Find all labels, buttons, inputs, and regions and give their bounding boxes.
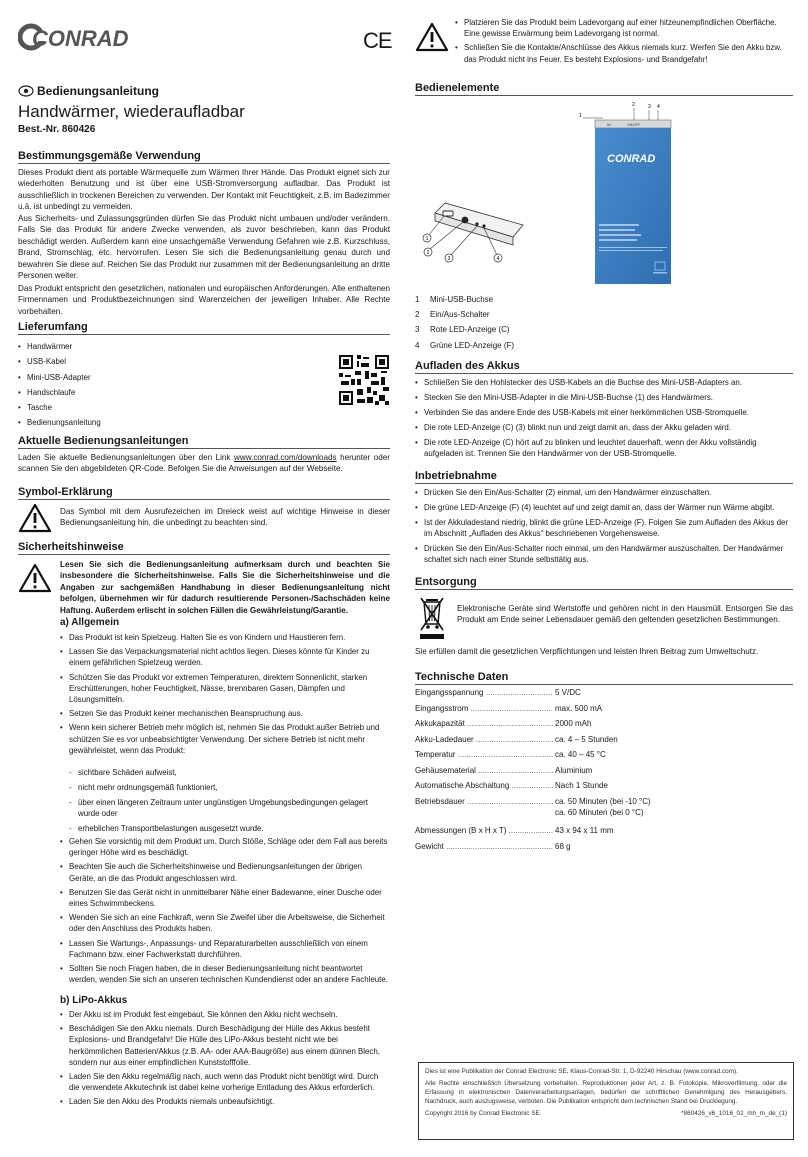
safety-intro: Lesen Sie sich die Bedienungsanleitung aufmerksam durch und beachten Sie insbesondere die Sicherheitshinweise. Falls Sie die Sicherheitshinweise und die Angaben zur sachgemäßen Handhabung in dieser Bedienungsanleitung nicht befolgen, übernehmen wir für dadurch resultierende Personen-/Sachschäden keine Haftung. Außerdem erlischt in solchen Fällen die Gewährleistung/Garantie. bbox=[60, 560, 390, 615]
svg-text:1: 1 bbox=[425, 236, 429, 242]
page-title: Handwärmer, wiederaufladbar bbox=[18, 102, 245, 121]
scope-heading: Lieferumfang bbox=[18, 321, 390, 335]
legend-row bbox=[415, 338, 514, 353]
svg-text:1: 1 bbox=[579, 113, 582, 119]
lipo-list bbox=[60, 1009, 390, 1108]
list-item: • Die grüne LED-Anzeige (F) (4) leuchtet auf und zeigt damit an, dass der Wärmer nun Wärme abgibt. bbox=[415, 502, 793, 513]
tech-label: Gewicht ..... bbox=[415, 842, 553, 852]
general-list bbox=[60, 632, 390, 756]
tech-label: Akku-Ladedauer ..... bbox=[415, 735, 553, 745]
disposal-text: Elektronische Geräte sind Wertstoffe und gehören nicht in den Hausmüll. Entsorgen Sie das Produkt am Ende seiner Lebensdauer gemäß den geltenden gesetzlichen Bestimmungen. bbox=[457, 604, 793, 625]
svg-text:3: 3 bbox=[648, 104, 651, 110]
list-item: • Bedienungsanleitung bbox=[18, 415, 218, 430]
tech-heading: Technische Daten bbox=[415, 671, 793, 685]
doc-code: *860426_v6_1016_02_mh_m_de_(1) bbox=[681, 1110, 787, 1117]
legend-number: 3 bbox=[415, 325, 420, 335]
svg-text:ON/OFF: ON/OFF bbox=[627, 123, 641, 127]
list-item: - nicht mehr ordnungsgemäß funktioniert, bbox=[69, 782, 390, 793]
order-number: Best.-Nr. 860426 bbox=[18, 124, 96, 135]
list-item: - über einen längeren Zeitraum unter ungünstigen Umgebungsbedingungen gelagert wurde oder bbox=[69, 797, 390, 819]
legend-number: 4 bbox=[415, 340, 420, 350]
tech-value: 2000 mAh bbox=[555, 719, 592, 728]
device-front-illustration bbox=[575, 100, 795, 286]
lipo-heading: b) LiPo-Akkus bbox=[60, 995, 128, 1006]
list-item: • Stecken Sie den Mini-USB-Adapter in die Mini-USB-Buchse (1) des Handwärmers. bbox=[415, 392, 793, 403]
legend-number: 2 bbox=[415, 310, 420, 320]
svg-text:3: 3 bbox=[447, 256, 451, 262]
legend-label: Mini-USB-Buchse bbox=[430, 295, 494, 304]
ce-mark: CE bbox=[363, 28, 392, 53]
list-item: - erheblichen Transportbelastungen ausgesetzt wurde. bbox=[69, 823, 390, 834]
safety-continued-list bbox=[455, 17, 793, 65]
disposal-note: Sie erfüllen damit die gesetzlichen Verpflichtungen und leisten Ihren Beitrag zum Umweltschutz. bbox=[415, 647, 759, 656]
list-item: • Benutzen Sie das Gerät nicht in unmittelbarer Nähe einer Badewanne, einer Dusche oder eines Schwimmbeckens. bbox=[60, 887, 390, 909]
tech-label bbox=[415, 808, 553, 818]
tech-label: Abmessungen (B x H x T) ..... bbox=[415, 826, 553, 836]
list-item: • Mini-USB-Adapter bbox=[18, 370, 218, 385]
warning-triangle-icon bbox=[415, 22, 449, 57]
list-item: • Schließen Sie den Hohlstecker des USB-Kabels an die Buchse des Mini-USB-Adapters an. bbox=[415, 377, 793, 388]
symbol-text: Das Symbol mit dem Ausrufezeichen im Dreieck weist auf wichtige Hinweise in dieser Bedienungsanleitung hin, die unbedingt zu beachten sind. bbox=[60, 507, 390, 528]
device-side-illustration bbox=[417, 185, 527, 263]
operation-list bbox=[415, 487, 793, 565]
list-item: • Ist der Akkuladestand niedrig, blinkt die grüne LED-Anzeige (F). Folgen Sie zum Aufladen des Akkus der im Abschnitt „Aufladen des Akkus“ beschriebenen Vorgehensweise. bbox=[415, 517, 793, 539]
table-row bbox=[415, 826, 614, 836]
downloads-link[interactable]: www.conrad.com/downloads bbox=[234, 453, 337, 462]
imprint-box bbox=[418, 1062, 794, 1140]
section-label bbox=[18, 84, 159, 98]
list-item: • Gehen Sie vorsichtig mit dem Produkt um. Durch Stöße, Schläge oder dem Fall aus bereits geringer Höhe wird es beschädigt. bbox=[60, 836, 390, 858]
qr-code[interactable] bbox=[339, 355, 389, 405]
charging-list bbox=[415, 377, 793, 459]
tech-value: Aluminium bbox=[555, 765, 593, 775]
svg-text:CONRAD: CONRAD bbox=[607, 153, 656, 165]
list-item: • Die rote LED-Anzeige (C) (3) blinkt nun und zeigt damit an, dass der Akku geladen wird. bbox=[415, 422, 793, 433]
list-item: • Handschlaufe bbox=[18, 385, 218, 400]
table-row bbox=[415, 719, 591, 729]
tech-label: Betriebsdauer ..... bbox=[415, 797, 553, 807]
tech-label: Gehäusematerial ..... bbox=[415, 766, 553, 776]
controls-legend bbox=[415, 292, 514, 353]
tech-value: ca. 50 Minuten (bei -10 °C) bbox=[555, 796, 651, 806]
intended-use-p2: Aus Sicherheits- und Zulassungsgründen dürfen Sie das Produkt nicht umbauen und/oder verändern. Falls Sie das Produkt für andere Zwecke verwenden, als zuvor beschrieben, kann das Produkt beschädigt werden. Außerdem kann eine unsachgemäße Verwendung Gefahren wie z.B. Kurzschluss, Brand, Stromschlag, etc. hervorrufen. Lesen Sie sich die Bedienungsanleitung genau durch und bewahren Sie diese auf. Reichen Sie das Produkt nur zusammen mit der Bedienungsanleitung an dritte Personen weiter. bbox=[18, 214, 390, 281]
table-row bbox=[415, 704, 602, 714]
table-row bbox=[415, 842, 571, 852]
list-item: • USB-Kabel bbox=[18, 354, 218, 369]
charging-heading: Aufladen des Akkus bbox=[415, 360, 793, 374]
table-row bbox=[415, 735, 618, 745]
manuals-text-after: herunter oder scannen Sie den abgebildeten QR-Code. Befolgen Sie die Anweisungen auf der Webseite. bbox=[18, 453, 390, 474]
svg-text:2: 2 bbox=[426, 250, 430, 256]
imprint-footer bbox=[425, 1109, 787, 1118]
intended-use-p1: Dieses Produkt dient als portable Wärmequelle zum Wärmen Ihrer Hände. Das Produkt eignet sich zur wiederholten Benutzung und ist über eine USB-Stromversorgung aufladbar. Das Produkt ist ausschließlich in trockenen Bereichen zu verwenden. Der Kontakt mit Feuchtigkeit, z.B. im Badezimmer u.ä. ist unbedingt zu vermeiden. bbox=[18, 168, 390, 212]
list-item: • Lassen Sie Wartungs-, Anpassungs- und Reparaturarbeiten ausschließlich von einem Fachmann bzw. einer Fachwerkstatt durchführen. bbox=[60, 938, 390, 960]
safety-heading: Sicherheitshinweise bbox=[18, 541, 390, 555]
tech-value: 68 g bbox=[555, 841, 571, 851]
list-item: • Drücken Sie den Ein/Aus-Schalter noch einmal, um den Handwärmer auszuschalten. Der Handwärmer schaltet sich nach einer Stunde selbsttätig aus. bbox=[415, 543, 793, 565]
tech-label: Eingangsstrom ..... bbox=[415, 704, 553, 714]
list-item: • Handwärmer bbox=[18, 339, 218, 354]
list-item: - sichtbare Schäden aufweist, bbox=[69, 767, 390, 778]
list-item: • Tasche bbox=[18, 400, 218, 415]
tech-label: Eingangsspannung ..... bbox=[415, 688, 553, 698]
manuals-text-before: Laden Sie aktuelle Bedienungsanleitungen über den Link bbox=[18, 453, 234, 462]
tech-value: ca. 60 Minuten (bei 0 °C) bbox=[555, 807, 644, 817]
list-item: • Schützen Sie das Produkt vor extremen Temperaturen, direktem Sonnenlicht, starken Erschütterungen, hoher Feuchtigkeit, Nässe, brennbaren Gasen, Dämpfen und Lösungsmitteln. bbox=[60, 672, 390, 706]
scope-list bbox=[18, 339, 218, 431]
svg-text:CONRAD: CONRAD bbox=[32, 26, 129, 51]
symbol-heading: Symbol-Erklärung bbox=[18, 486, 390, 500]
tech-label: Automatische Abschaltung ..... bbox=[415, 781, 553, 791]
general-heading: a) Allgemein bbox=[60, 617, 120, 628]
list-item: • Die rote LED-Anzeige (C) hört auf zu blinken und leuchtet dauerhaft, wenn der Akku vollständig aufgeladen ist. Trennen Sie den Handwärmer von der USB-Stromquelle. bbox=[415, 437, 793, 459]
table-row bbox=[415, 766, 592, 776]
list-item: • Laden Sie den Akku regelmäßig nach, auch wenn das Produkt nicht benötigt wird. Durch die verwendete Akkutechnik ist dabei keine vorherige Entladung des Akkus erforderlich. bbox=[60, 1071, 390, 1093]
legend-label: Grüne LED-Anzeige (F) bbox=[430, 340, 515, 350]
list-item: • Laden Sie den Akku des Produkts niemals unbeaufsichtigt. bbox=[60, 1096, 390, 1107]
conditions-list bbox=[69, 767, 390, 834]
table-row bbox=[415, 781, 608, 791]
tech-value: ca. 4 – 5 Stunden bbox=[555, 734, 618, 744]
table-row bbox=[415, 688, 581, 698]
list-item: • Der Akku ist im Produkt fest eingebaut, Sie können den Akku nicht wechseln. bbox=[60, 1009, 390, 1020]
table-row bbox=[415, 797, 651, 807]
list-item: • Verbinden Sie das andere Ende des USB-Kabels mit einer herkömmlichen USB-Stromquelle. bbox=[415, 407, 793, 418]
disposal-heading: Entsorgung bbox=[415, 576, 793, 590]
eye-icon bbox=[18, 85, 34, 97]
table-row bbox=[415, 750, 606, 760]
intended-use-p3: Das Produkt entspricht den gesetzlichen, nationalen und europäischen Anforderungen. Alle enthaltenen Firmennamen und Produktbezeichnungen sind Warenzeichen der jeweiligen Inhaber. Alle Rechte vorbehalten. bbox=[18, 284, 390, 316]
tech-value: Nach 1 Stunde bbox=[555, 781, 608, 790]
list-item: • Lassen Sie das Verpackungsmaterial nicht achtlos liegen. Dieses könnte für Kinder zu einem gefährlichen Spielzeug werden. bbox=[60, 646, 390, 668]
tech-value: 43 x 94 x 11 mm bbox=[555, 826, 614, 835]
list-item: • Das Produkt ist kein Spielzeug. Halten Sie es von Kindern und Haustieren fern. bbox=[60, 632, 390, 643]
tech-label: Temperatur ..... bbox=[415, 750, 553, 760]
svg-text:4: 4 bbox=[496, 256, 500, 262]
svg-text:2: 2 bbox=[632, 102, 635, 108]
list-item: • Beschädigen Sie den Akku niemals. Durch Beschädigung der Hülle des Akkus besteht Explosions- und Brandgefahr! Die Hülle des LiPo-Akkus besteht nicht wie bei herkömmlichen Batterien/Akkus (z.B. AA- oder AAA-Baugröße) aus einem dünnen Blech, sondern nur aus einer empfindlichen Kunststofffolie. bbox=[60, 1023, 390, 1068]
list-item: • Platzieren Sie das Produkt beim Ladevorgang auf einer hitzeunempfindlichen Oberfläche. Eine gewisse Erwärmung beim Ladevorgang ist normal. bbox=[455, 17, 793, 39]
copyright: Copyright 2016 by Conrad Electronic SE. bbox=[425, 1110, 542, 1117]
current-manuals-text bbox=[18, 452, 390, 475]
operation-heading: Inbetriebnahme bbox=[415, 470, 793, 484]
imprint-p2: Alle Rechte einschließlich Übersetzung vorbehalten. Reproduktionen jeder Art, z. B. Fotokopie, Mikroverfilmung, oder die Erfassung in elektronischen Datenverarbeitungsanlagen, bedürfen der schriftlichen Genehmigung des Herausgebers. Nachdruck, auch auszugsweise, verboten. Die Publikation entspricht dem technischen Stand bei Drucklegung. bbox=[425, 1080, 787, 1105]
list-item: • Beachten Sie auch die Sicherheitshinweise und Bedienungsanleitungen der übrigen Geräte, an die das Produkt angeschlossen wird. bbox=[60, 861, 390, 883]
tech-value: max. 500 mA bbox=[555, 703, 603, 713]
tech-value: 5 V/DC bbox=[555, 688, 581, 697]
list-item: • Wenden Sie sich an eine Fachkraft, wenn Sie Zweifel über die Arbeitsweise, die Sicherheit oder den Anschluss des Produkts haben. bbox=[60, 912, 390, 934]
general-list-2 bbox=[60, 836, 390, 985]
list-item: • Sollten Sie noch Fragen haben, die in dieser Bedienungsanleitung nicht beantwortet werden, wenden Sie sich an unseren technischen Kundendienst oder an andere Fachleute. bbox=[60, 963, 390, 985]
legend-label: Rote LED-Anzeige (C) bbox=[430, 325, 510, 335]
warning-triangle-icon bbox=[18, 503, 52, 538]
legend-number: 1 bbox=[415, 295, 420, 304]
table-row bbox=[415, 808, 644, 818]
warning-triangle-icon bbox=[18, 563, 52, 598]
section-label-text: Bedienungsanleitung bbox=[37, 84, 160, 98]
conrad-logo bbox=[18, 22, 143, 52]
imprint-p1: Dies ist eine Publikation der Conrad Electronic SE, Klaus-Conrad-Str. 1, D-92240 Hirschau (www.conrad.com). bbox=[425, 1068, 738, 1075]
legend-label: Ein/Aus-Schalter bbox=[430, 310, 490, 320]
list-item: • Drücken Sie den Ein/Aus-Schalter (2) einmal, um den Handwärmer einzuschalten. bbox=[415, 487, 793, 498]
legend-row bbox=[415, 292, 514, 307]
controls-heading: Bedienelemente bbox=[415, 82, 793, 96]
intended-use-heading: Bestimmungsgemäße Verwendung bbox=[18, 150, 390, 164]
list-item: • Schließen Sie die Kontakte/Anschlüsse des Akkus niemals kurz. Werfen Sie den Akku bzw. das Produkt nicht ins Feuer. Es besteht Explosions- und Brandgefahr! bbox=[455, 42, 793, 64]
list-item: • Setzen Sie das Produkt keiner mechanischen Beanspruchung aus. bbox=[60, 708, 390, 719]
tech-value: ca. 40 – 45 °C bbox=[555, 750, 606, 759]
svg-text:4: 4 bbox=[657, 104, 660, 110]
crossed-bin-icon bbox=[419, 596, 445, 640]
current-manuals-heading: Aktuelle Bedienungsanleitungen bbox=[18, 435, 390, 449]
legend-row bbox=[415, 307, 514, 322]
tech-label: Akkukapazität ..... bbox=[415, 719, 553, 729]
list-item: • Wenn kein sicherer Betrieb mehr möglich ist, nehmen Sie das Produkt außer Betrieb und schützen Sie es vor unbeabsichtigter Verwendung. Der sichere Betrieb ist nicht mehr gewährleistet, wenn das Produkt: bbox=[60, 722, 390, 756]
svg-text:5V: 5V bbox=[607, 123, 612, 127]
legend-row bbox=[415, 322, 514, 337]
